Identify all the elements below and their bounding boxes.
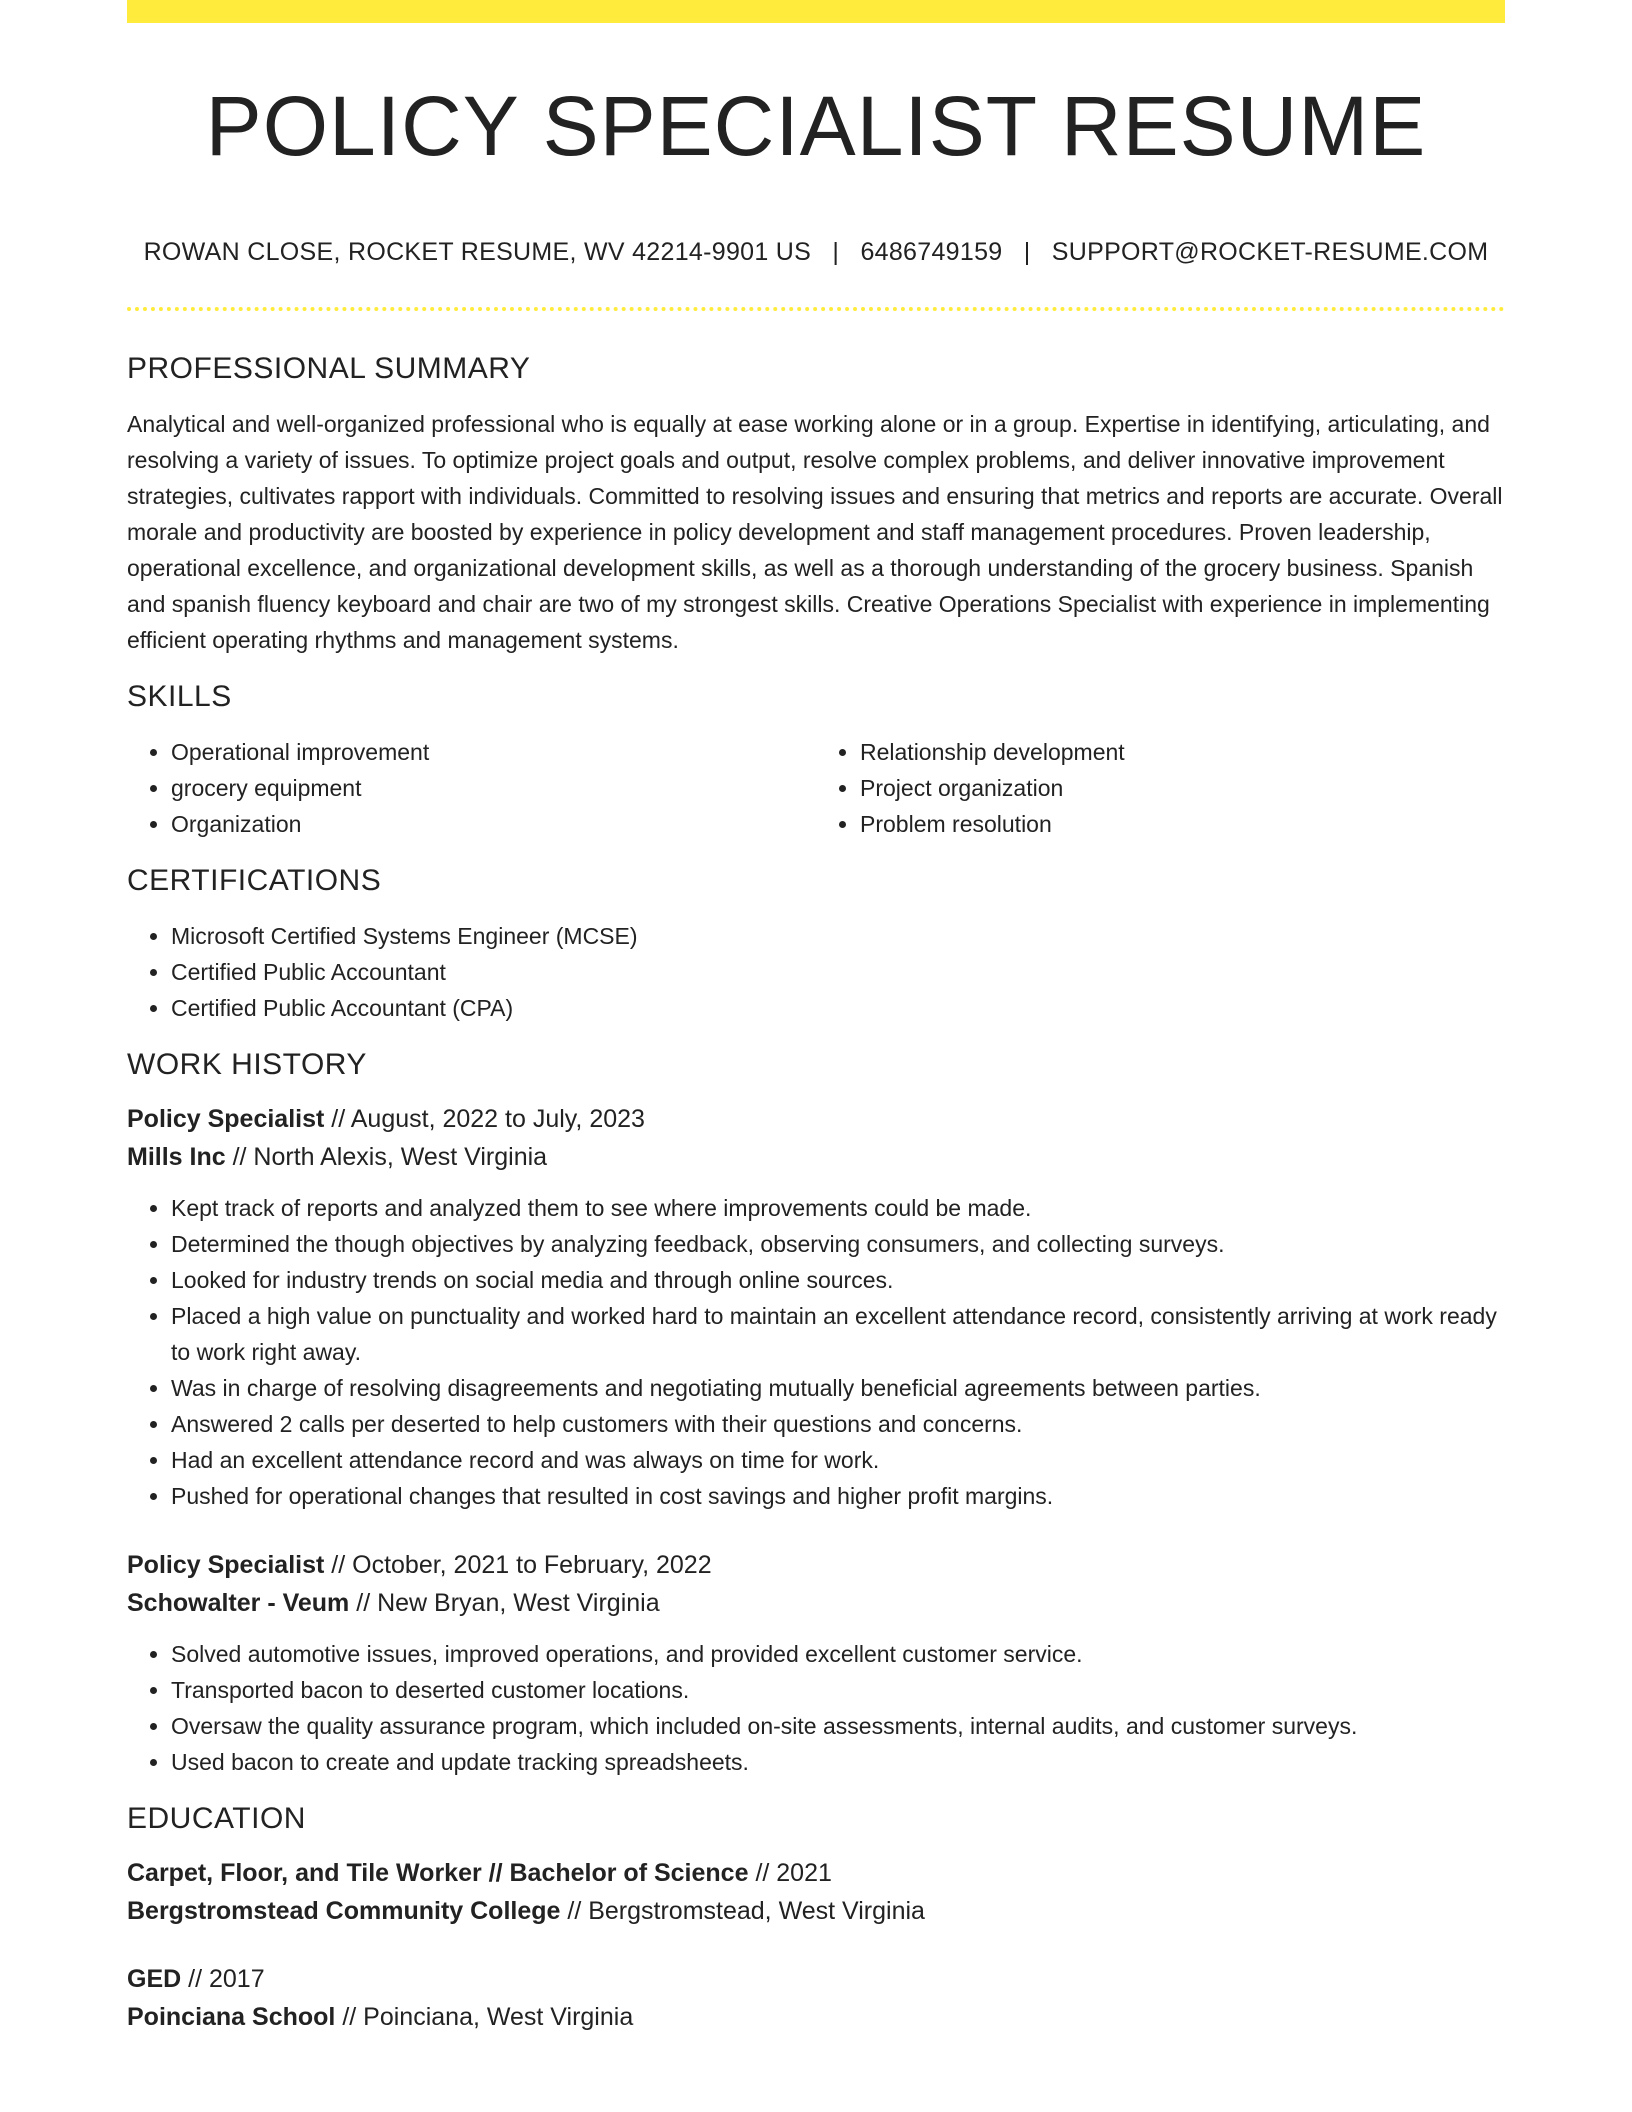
contact-phone: 6486749159 xyxy=(860,238,1003,266)
work-history-heading: WORK HISTORY xyxy=(127,1048,367,1081)
summary-heading: PROFESSIONAL SUMMARY xyxy=(127,352,531,385)
contact-separator: | xyxy=(1023,238,1031,266)
job-bullet: • Answered 2 calls per deserted to help customers with their questions and concerns. xyxy=(171,1406,1505,1442)
job-bullet: • Pushed for operational changes that resulted in cost savings and higher profit margins. xyxy=(171,1478,1505,1514)
education-degree: GED xyxy=(127,1965,182,1993)
skill-item: • grocery equipment xyxy=(171,770,816,806)
skill-item: • Operational improvement xyxy=(171,734,816,770)
job-dates: // October, 2021 to February, 2022 xyxy=(331,1551,712,1579)
job-company: Schowalter - Veum xyxy=(127,1589,350,1617)
education-entry xyxy=(127,1854,1505,1930)
job-title-line xyxy=(127,1100,1505,1138)
job-bullet: • Determined the though objectives by analyzing feedback, observing consumers, and collecting surveys. xyxy=(171,1226,1505,1262)
skill-item: • Relationship development xyxy=(860,734,1505,770)
job-bullet: • Oversaw the quality assurance program, which included on-site assessments, internal audits, and customer surveys. xyxy=(171,1708,1505,1744)
education-year: // 2021 xyxy=(755,1859,832,1887)
dotted-divider xyxy=(127,307,1505,311)
education-school-line xyxy=(127,1998,1505,2036)
job-bullet: • Used bacon to create and update tracking spreadsheets. xyxy=(171,1744,1505,1780)
education-heading: EDUCATION xyxy=(127,1802,306,1835)
skills-heading: SKILLS xyxy=(127,680,232,713)
job-location: // North Alexis, West Virginia xyxy=(232,1143,548,1171)
skills-columns xyxy=(127,734,1505,842)
job-company-line xyxy=(127,1584,1505,1622)
job-bullets xyxy=(127,1636,1505,1780)
job-location: // New Bryan, West Virginia xyxy=(356,1589,660,1617)
education-degree-line xyxy=(127,1854,1505,1892)
skill-item: • Project organization xyxy=(860,770,1505,806)
contact-line xyxy=(127,238,1505,267)
education-location: // Bergstromstead, West Virginia xyxy=(567,1897,925,1925)
job-entry xyxy=(127,1546,1505,1780)
job-title: Policy Specialist xyxy=(127,1551,325,1579)
job-title: Policy Specialist xyxy=(127,1105,325,1133)
certifications-heading: CERTIFICATIONS xyxy=(127,864,382,897)
summary-text: Analytical and well-organized professional who is equally at ease working alone or in a group. Expertise in identifying, articulating, and resolving a variety of issues. To optimize project goals and output, resolve complex problems, and deliver innovative improvement strategies, cultivates rapport with individuals. Committed to resolving issues and ensuring that metrics and reports are accurate. Overall morale and productivity are boosted by experience in policy development and staff management procedures. Proven leadership, operational excellence, and organizational development skills, as well as a thorough understanding of the grocery business. Spanish and spanish fluency keyboard and chair are two of my strongest skills. Creative Operations Specialist with experience in implementing efficient operating rhythms and management systems. xyxy=(127,411,1503,653)
education-school: Bergstromstead Community College xyxy=(127,1897,561,1925)
job-dates: // August, 2022 to July, 2023 xyxy=(331,1105,645,1133)
resume-body xyxy=(127,352,1505,2036)
skills-right-list xyxy=(816,734,1505,842)
contact-email: SUPPORT@ROCKET-RESUME.COM xyxy=(1051,238,1489,266)
certification-item: • Microsoft Certified Systems Engineer (MCSE) xyxy=(171,918,1505,954)
certifications-list xyxy=(127,918,1505,1026)
job-bullet: • Solved automotive issues, improved operations, and provided excellent customer service. xyxy=(171,1636,1505,1672)
certification-item: • Certified Public Accountant (CPA) xyxy=(171,990,1505,1026)
education-year: // 2017 xyxy=(188,1965,265,1993)
top-accent-bar xyxy=(127,0,1505,23)
education-school-line xyxy=(127,1892,1505,1930)
job-entry xyxy=(127,1100,1505,1514)
job-bullet: • Placed a high value on punctuality and worked hard to maintain an excellent attendance record, consistently arriving at work ready to work right away. xyxy=(171,1298,1505,1370)
education-degree: Carpet, Floor, and Tile Worker // Bachelor of Science xyxy=(127,1859,749,1887)
education-school: Poinciana School xyxy=(127,2003,336,2031)
contact-separator: | xyxy=(832,238,840,266)
skill-item: • Problem resolution xyxy=(860,806,1505,842)
contact-address: ROWAN CLOSE, ROCKET RESUME, WV 42214-9901 US xyxy=(143,238,812,266)
job-bullet: • Transported bacon to deserted customer locations. xyxy=(171,1672,1505,1708)
job-bullet: • Was in charge of resolving disagreements and negotiating mutually beneficial agreements between parties. xyxy=(171,1370,1505,1406)
job-title-line xyxy=(127,1546,1505,1584)
skills-left-list xyxy=(127,734,816,842)
job-bullets xyxy=(127,1190,1505,1514)
job-bullet: • Looked for industry trends on social media and through online sources. xyxy=(171,1262,1505,1298)
education-entry xyxy=(127,1960,1505,2036)
job-bullet: • Had an excellent attendance record and was always on time for work. xyxy=(171,1442,1505,1478)
page-title: POLICY SPECIALIST RESUME xyxy=(205,79,1427,173)
certification-item: • Certified Public Accountant xyxy=(171,954,1505,990)
skill-item: • Organization xyxy=(171,806,816,842)
education-degree-line xyxy=(127,1960,1505,1998)
education-location: // Poinciana, West Virginia xyxy=(342,2003,634,2031)
job-bullet: • Kept track of reports and analyzed them to see where improvements could be made. xyxy=(171,1190,1505,1226)
job-company: Mills Inc xyxy=(127,1143,226,1171)
job-company-line xyxy=(127,1138,1505,1176)
